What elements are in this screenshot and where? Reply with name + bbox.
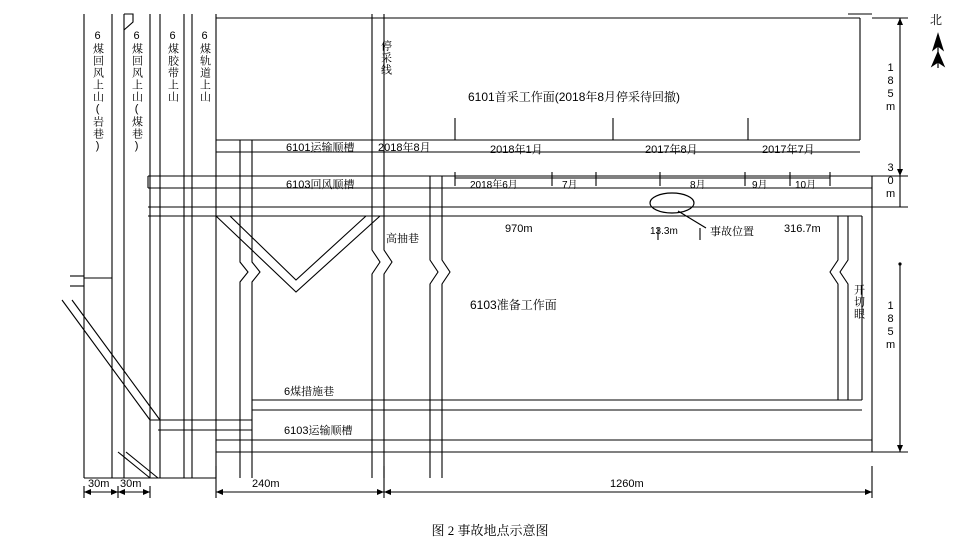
label-dim-185-top: 185m (884, 62, 897, 114)
label-dim-30-right: 30m (884, 162, 897, 201)
uphill-2-top-jog (124, 14, 133, 30)
label-roadway-measure: 6煤措施巷 (284, 386, 335, 398)
crossing-roadway-3-right (442, 176, 450, 478)
label-uphill-3: 6煤胶带上山 (166, 30, 179, 103)
label-mid-08: 8月 (690, 180, 706, 191)
label-dim-30-b: 30m (120, 478, 142, 490)
label-dim-970: 970m (505, 223, 533, 235)
label-dim-185-bottom: 185m (884, 300, 897, 352)
diagonal-roadway-c (118, 452, 150, 478)
figure-caption: 图 2 事故地点示意图 (431, 523, 549, 538)
label-stop-line: 停采线 (379, 40, 392, 76)
label-mid-2018-06: 2018年6月 (470, 180, 518, 191)
label-roadway-6103-transport: 6103运输顺槽 (284, 425, 353, 437)
label-mid-09: 9月 (752, 180, 768, 191)
label-dim-240: 240m (252, 478, 280, 490)
north-arrow-icon (932, 34, 944, 68)
label-dim-316-7: 316.7m (784, 223, 821, 235)
label-north: 北 (930, 13, 943, 27)
label-mid-07: 7月 (562, 180, 578, 191)
label-uphill-1: 6煤回风上山(岩巷) (91, 30, 104, 153)
label-uphill-2: 6煤回风上山(煤巷) (130, 30, 143, 153)
label-face-6103: 6103准备工作面 (470, 298, 557, 312)
label-dim-13-3: 13.3m (650, 226, 678, 237)
crossing-roadway-1-right (252, 140, 260, 478)
label-accident-location: 事故位置 (710, 226, 754, 238)
label-date-2018-08: 2018年8月 (378, 142, 431, 154)
label-roadway-6103-return: 6103回风顺槽 (286, 179, 355, 191)
label-dim-30-a: 30m (88, 478, 110, 490)
accident-location-marker (650, 193, 694, 213)
accident-leader-line (678, 211, 706, 228)
crossing-roadway-3-left (430, 176, 438, 478)
dim-break-dot-1 (898, 262, 901, 265)
label-dim-1260: 1260m (610, 478, 644, 490)
diagonal-roadway-d (126, 452, 158, 478)
label-date-2018-01: 2018年1月 (490, 144, 543, 156)
label-roadway-6101-transport: 6101运输顺槽 (286, 142, 355, 154)
label-date-2017-07: 2017年7月 (762, 144, 815, 156)
label-face-6101: 6101首采工作面(2018年8月停采待回撤) (468, 90, 681, 104)
diagonal-roadway-b (72, 300, 160, 420)
crossing-roadway-1-left (240, 140, 248, 478)
open-cut-left-wall (830, 216, 838, 400)
label-date-2017-08: 2017年8月 (645, 144, 698, 156)
diagonal-roadway-a (62, 300, 150, 420)
label-roadway-gaochou: 高抽巷 (386, 233, 419, 245)
open-cut-right-wall (840, 216, 848, 400)
label-mid-10: 10月 (795, 180, 817, 191)
label-open-cut: 开切眼 (852, 284, 865, 320)
label-uphill-4: 6煤轨道上山 (198, 30, 211, 103)
